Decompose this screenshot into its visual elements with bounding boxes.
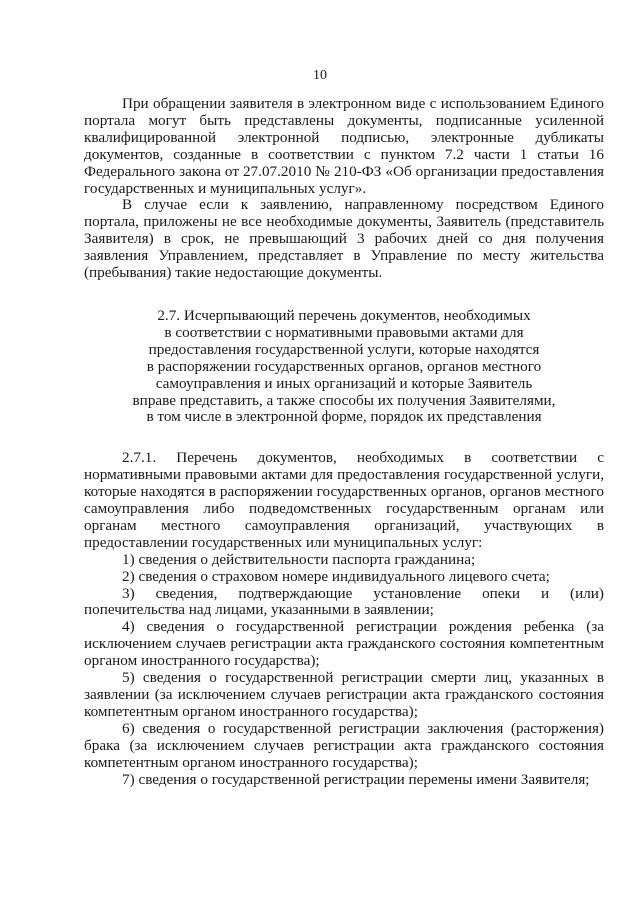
heading-line: вправе представить, а также способы их получения Заявителями,: [132, 391, 556, 409]
list-item: 7) сведения о государственной регистрации перемены имени Заявителя;: [122, 770, 590, 788]
list-item: 4) сведения о государственной регистрации рождения ребенка (за исключением случаев регистрации акта гражданского состояния компетентным органом иностранного государства);: [84, 618, 604, 670]
section-intro: 2.7.1. Перечень документов, необходимых в соответствии с нормативными правовыми актами для предоставления государственной услуги, которые находятся в распоряжении государственных органов, органов местного самоуправления либо подведомственных государственным органам или органам местного самоуправления организаций, участвующих в предоставлении государственных или муниципальных услуг:: [84, 449, 604, 551]
list-item: 3) сведения, подтверждающие установление опеки и (или) попечительства над лицами, указанными в заявлении;: [84, 584, 604, 619]
paragraph-electronic-submission: При обращении заявителя в электронном виде с использованием Единого портала могут быть представлены документы, подписанные усиленной квалифицированной электронной подписью, электронные дубликаты документов, созданные в соответствии с пунктом 7.2 части 1 статьи 16 Федерального закона от 27.07.2010 № 210-ФЗ «Об организации предоставления государственных и муниципальных услуг».: [84, 95, 604, 197]
list-item: 6) сведения о государственной регистрации заключения (расторжения) брака (за исключением случаев регистрации акта гражданского состояния компетентным органом иностранного государства);: [84, 719, 604, 771]
heading-line: в распоряжении государственных органов, органов местного: [146, 357, 542, 375]
document-body: [84, 96, 604, 788]
heading-line: в соответствии с нормативными правовыми актами для: [164, 323, 524, 341]
heading-line: в том числе в электронной форме, порядок их представления: [146, 408, 542, 426]
list-item: 5) сведения о государственной регистрации смерти лиц, указанных в заявлении (за исключением случаев регистрации акта гражданского состояния компетентным органом иностранного государства);: [84, 669, 604, 720]
page-number: 10: [313, 68, 327, 83]
section-heading: [84, 308, 604, 426]
list-item: 1) сведения о действительности паспорта гражданина;: [122, 550, 476, 568]
heading-line: 2.7. Исчерпывающий перечень документов, необходимых: [157, 306, 531, 324]
list-item: 2) сведения о страховом номере индивидуального лицевого счета;: [122, 567, 550, 585]
paragraph-missing-documents: В случае если к заявлению, направленному посредством Единого портала, приложены не все необходимые документы, Заявитель (представитель Заявителя) в срок, не превышающий 3 рабочих дней со дня получения заявления Управлением, представляет в Управление по месту жительства (пребывания) такие недостающие документы.: [84, 196, 604, 282]
heading-line: самоуправления и иных организаций и которые Заявитель: [155, 374, 533, 392]
heading-line: предоставления государственной услуги, которые находятся: [148, 340, 540, 358]
